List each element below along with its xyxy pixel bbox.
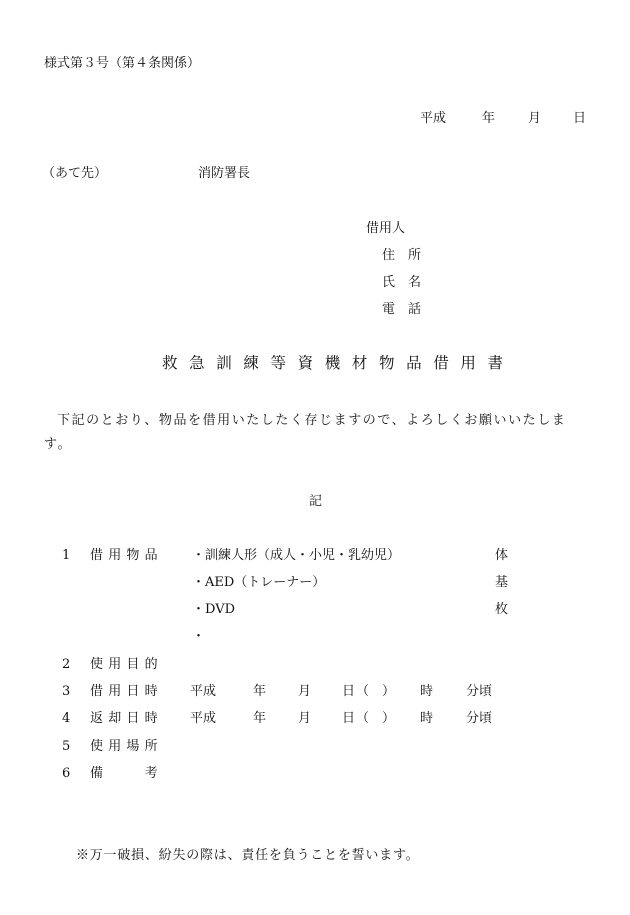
date-month-label: 月 [528,111,542,126]
row-number-3: 3 [62,684,71,699]
borrower-heading: 借用人 [366,221,406,236]
borrow-day-label: 日 [342,684,356,699]
goods-item-name: ・訓練人形（成人・小児・乳幼児） [192,548,401,563]
date-day-label: 日 [573,111,587,126]
borrow-minute-label: 分頃 [466,684,493,699]
return-weekday-paren: （ ） [356,711,396,726]
goods-item-unit: 基 [495,575,509,590]
borrow-weekday-paren: （ ） [356,684,396,699]
borrow-year-label: 年 [253,684,267,699]
form-number: 様式第３号（第４条関係） [44,56,201,71]
label-return-datetime: 返却日時 [90,711,163,726]
ki-mark: 記 [309,494,323,509]
label-borrow-datetime: 借用日時 [90,684,163,699]
borrow-era: 平成 [190,684,217,699]
goods-item-name: ・ [192,629,206,644]
borrower-name-label: 氏 名 [382,275,422,290]
row-number-5: 5 [62,739,71,754]
return-minute-label: 分頃 [466,711,493,726]
row-number-4: 4 [62,711,71,726]
borrow-month-label: 月 [298,684,312,699]
label-remarks: 備 考 [90,766,163,781]
borrower-phone-label: 電 話 [382,302,422,317]
goods-item-name: ・DVD [192,602,236,617]
row-number-2: 2 [62,657,71,672]
label-place-of-use: 使用場所 [90,739,163,754]
borrow-hour-label: 時 [420,684,434,699]
pledge-note: ※万一破損、紛失の際は、責任を負うことを誓います。 [76,848,420,863]
goods-item-unit: 枚 [495,602,509,617]
return-year-label: 年 [253,711,267,726]
return-era: 平成 [190,711,217,726]
date-era: 平成 [420,111,447,126]
addressee-prefix: （あて先） [42,166,108,181]
goods-item-name: ・AED（トレーナー） [192,575,326,590]
row-number-1: 1 [62,548,71,563]
addressee-name: 消防署長 [198,166,251,181]
label-borrowed-goods: 借用物品 [90,548,163,563]
label-purpose: 使用目的 [90,657,163,672]
document-title: 救急訓練等資機材物品借用書 [162,354,515,372]
goods-item-unit: 体 [495,548,509,563]
body-text: 下記のとおり、物品を借用いたしたく存じますので、よろしくお願いいたします。 [44,413,567,452]
return-hour-label: 時 [420,711,434,726]
borrower-address-label: 住 所 [382,248,422,263]
return-month-label: 月 [298,711,312,726]
date-year-label: 年 [482,111,496,126]
return-day-label: 日 [342,711,356,726]
row-number-6: 6 [62,766,71,781]
